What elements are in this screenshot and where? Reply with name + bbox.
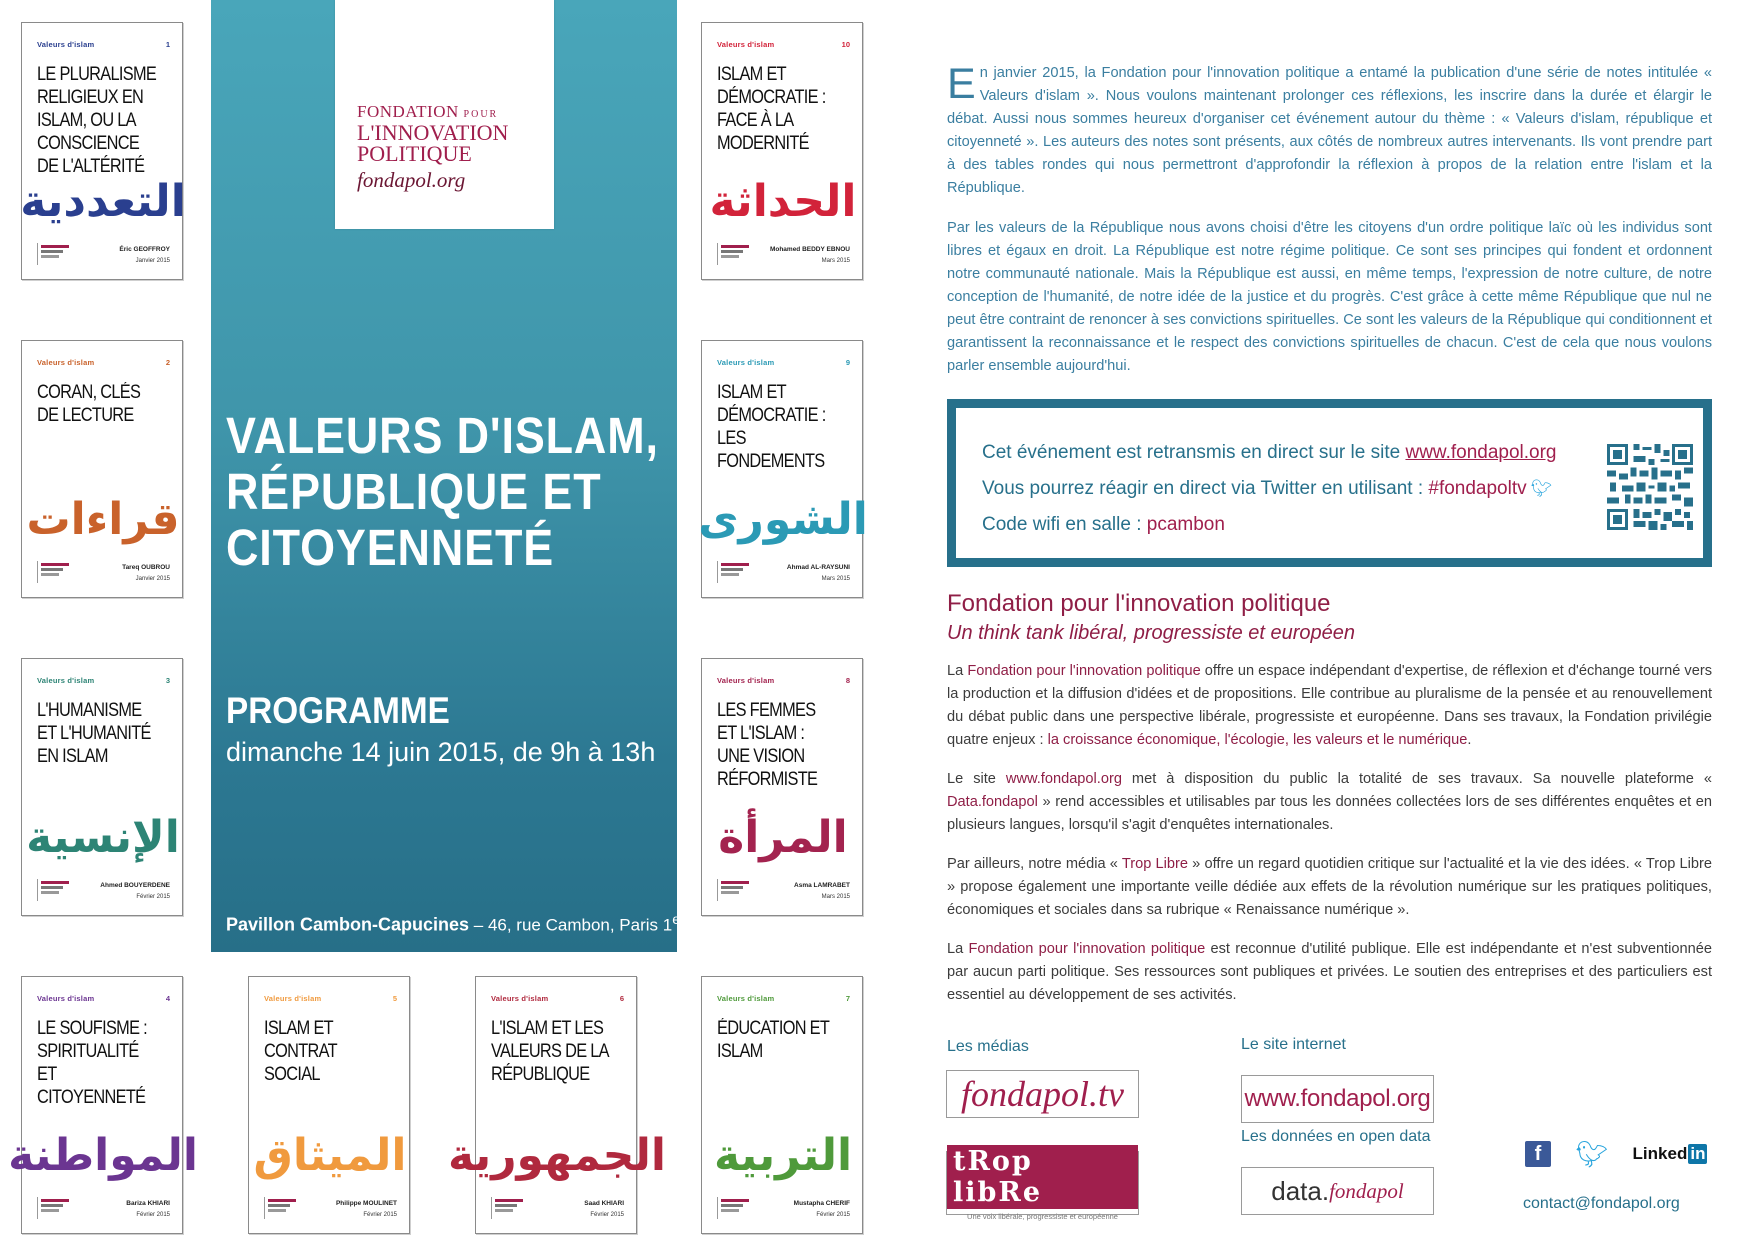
cover-author: Ahmed BOUYERDENE xyxy=(100,882,170,889)
live-stream-link[interactable]: www.fondapol.org xyxy=(1405,442,1557,463)
cover-calligraphy: قراءات xyxy=(26,494,180,545)
event-title-line: CITOYENNETÉ xyxy=(226,519,555,576)
cover-mini-logo xyxy=(491,1197,527,1219)
note-cover-9[interactable] xyxy=(698,340,868,598)
live-stream-text: Cet événement est retransmis en direct sur le site xyxy=(982,442,1406,463)
fondapol-tv-text: fondapol.tv xyxy=(961,1074,1124,1114)
wifi-code: pcambon xyxy=(1146,514,1225,535)
cover-mini-logo xyxy=(37,879,73,901)
text-run: » offre un regard quotidien critique sur l'actualité et la vie des idées. « Trop Libre » propose également une importante veille dédiée aux effets de la révolution numérique sur les pratiques politiques, économiques et sociales dans sa rubrique « Renaissance numérique ». xyxy=(947,856,1712,918)
text-run: est reconnue d'utilité publique. Elle est indépendante et n'est subventionnée par aucun parti politique. Ses ressources sont publiques et privées. Le soutien des entreprises et des particuliers est essentiel au développement de ses activités. xyxy=(947,941,1712,1003)
facebook-icon[interactable]: f xyxy=(1525,1141,1551,1167)
cover-mini-logo xyxy=(717,561,753,583)
cover-date: Mars 2015 xyxy=(821,576,850,582)
cover-number: 6 xyxy=(619,994,624,1003)
logo-line3: POLITIQUE xyxy=(357,141,472,166)
cover-author: Saad KHIARI xyxy=(584,1200,624,1207)
programme-label: PROGRAMME xyxy=(226,690,450,731)
foundation-paragraph-3 xyxy=(947,853,1712,922)
data-suffix: fondapol xyxy=(1329,1178,1404,1203)
cover-series: Valeurs d'islam xyxy=(37,994,95,1003)
cover-author: Mohamed BEDDY EBNOU xyxy=(769,246,850,253)
cover-series: Valeurs d'islam xyxy=(717,994,775,1003)
live-stream-line xyxy=(982,442,1557,464)
note-cover-2[interactable] xyxy=(21,340,183,598)
cover-mini-logo xyxy=(264,1197,300,1219)
cover-mini-logo xyxy=(717,243,753,265)
note-cover-5[interactable] xyxy=(248,976,410,1234)
cover-author: Ahmad AL-RAYSUNI xyxy=(786,564,850,571)
qr-code-icon[interactable] xyxy=(1607,444,1693,530)
note-cover-1[interactable] xyxy=(20,22,186,280)
cover-date: Mars 2015 xyxy=(821,258,850,264)
cover-date: Février 2015 xyxy=(816,1212,850,1218)
cover-date: Février 2015 xyxy=(136,894,170,900)
twitter-text: Vous pourrez réagir en direct via Twitter en utilisant : xyxy=(982,478,1429,499)
foundation-paragraph-1 xyxy=(947,660,1712,752)
cover-number: 9 xyxy=(845,358,850,367)
linkedin-text-a: Linked xyxy=(1632,1144,1688,1163)
data-fondapol-logo[interactable] xyxy=(1241,1167,1434,1215)
cover-title: ÉDUCATION ET ISLAM xyxy=(717,1018,829,1062)
cover-number: 1 xyxy=(165,40,170,49)
text-run: Le site xyxy=(947,771,1006,787)
cover-date: Février 2015 xyxy=(363,1212,397,1218)
text-run: met à disposition du public la totalité de ses travaux. Sa nouvelle plateforme « xyxy=(1121,771,1712,787)
cover-date: Janvier 2015 xyxy=(135,258,170,264)
cover-title: ISLAM ET DÉMOCRATIE : FACE À LA MODERNITÉ xyxy=(717,64,826,154)
note-cover-10[interactable] xyxy=(701,22,863,280)
cover-calligraphy: المواطنة xyxy=(8,1130,198,1181)
site-label: Le site internet xyxy=(1241,1036,1346,1053)
intro-text: n janvier 2015, la Fondation pour l'innovation politique a entamé la publication d'une série de notes intitulée « Valeurs d'islam ». Nous voulons maintenant prolonger ces réflexions, les inscrire dans la durée et élargir le débat. Aussi nous sommes heureux d'organiser cet événement autour du thème : « Valeurs d'islam, république et citoyenneté ». Les auteurs des notes sont présents, aux côtés de nombreux autres intervenants. Ils vont prendre part à des tables rondes qui nous permettront d'approfondir la réflexion à propos de la relation entre l'islam et la République. xyxy=(947,65,1712,196)
foundation-subtitle: Un think tank libéral, progressiste et européen xyxy=(947,622,1356,644)
republic-paragraph: Par les valeurs de la République nous avons choisi d'être les citoyens d'un ordre politique laïc où les individus sont libres et égaux en droit. La République est notre régime politique. Ce sont ses principes qui fondent et ordonnent notre communauté nationale. Mais la République est aussi, en même temps, l'expression de notre culture, de notre conception de l'humanité, de notre idée de la justice et du progrès. C'est grâce à cette même République que nul ne peut être contraint de renoncer à ses convictions spirituelles. Ce sont les valeurs de la République qui conditionnent et garantissent la reconnaissance et le respect des convictions spirituelles de chacun. C'est de cela que nous voulons parler ensemble aujourd'hui. xyxy=(947,220,1712,374)
note-cover-6[interactable] xyxy=(448,976,666,1234)
venue-sup: er xyxy=(672,912,685,928)
foundation-paragraph-2 xyxy=(947,768,1712,837)
live-info-inner xyxy=(956,408,1703,558)
cover-calligraphy: الجمهورية xyxy=(448,1130,666,1181)
cover-mini-logo xyxy=(717,1197,753,1219)
cover-date: Février 2015 xyxy=(590,1212,624,1218)
site-logo-text: www.fondapol.org xyxy=(1244,1085,1431,1112)
cover-mini-logo xyxy=(37,1197,73,1219)
trop-libre-link[interactable]: Trop Libre xyxy=(1121,856,1188,872)
event-title-line: VALEURS D'ISLAM, xyxy=(226,407,659,464)
twitter-line xyxy=(982,478,1552,500)
event-title-line: RÉPUBLIQUE ET xyxy=(226,463,602,520)
cover-author: Éric GEOFFROY xyxy=(119,246,170,253)
cover-author: Tareq OUBROU xyxy=(122,564,170,571)
cover-title: ISLAM ET DÉMOCRATIE : LES FONDEMENTS xyxy=(717,382,826,472)
linkedin-text-b: in xyxy=(1690,1144,1706,1163)
text-run-em: la croissance économique, l'écologie, les valeurs et le numérique xyxy=(1047,732,1468,748)
text-run: . xyxy=(1467,732,1472,748)
linkedin-icon[interactable] xyxy=(1627,1141,1713,1167)
cover-series: Valeurs d'islam xyxy=(717,676,775,685)
cover-calligraphy: التربية xyxy=(713,1130,853,1181)
note-cover-4[interactable] xyxy=(8,976,198,1234)
logo-line1-small: POUR xyxy=(463,109,499,120)
data-prefix: data. xyxy=(1271,1175,1330,1206)
cover-series: Valeurs d'islam xyxy=(717,358,775,367)
intro-paragraph xyxy=(947,62,1712,200)
event-venue xyxy=(226,912,685,936)
text-run: Par ailleurs, notre média « xyxy=(947,856,1122,872)
cover-number: 5 xyxy=(392,994,397,1003)
cover-series: Valeurs d'islam xyxy=(37,358,95,367)
cover-calligraphy: الميثاق xyxy=(253,1130,407,1181)
text-run-em: Fondation pour l'innovation politique xyxy=(967,663,1201,679)
venue-name: Pavillon Cambon-Capucines xyxy=(226,914,470,935)
cover-series: Valeurs d'islam xyxy=(491,994,549,1003)
event-date: dimanche 14 juin 2015, de 9h à 13h xyxy=(226,737,656,767)
note-cover-7[interactable] xyxy=(701,976,863,1234)
cover-title: L'ISLAM ET LES VALEURS DE LA RÉPUBLIQUE xyxy=(491,1018,609,1085)
cover-title: LE SOUFISME : SPIRITUALITÉ ET CITOYENNETÉ xyxy=(37,1018,148,1108)
logo-site: fondapol.org xyxy=(357,168,466,192)
contact-email[interactable]: contact@fondapol.org xyxy=(1523,1195,1680,1212)
venue-address: – 46, rue Cambon, Paris 1 xyxy=(469,915,673,935)
text-run-em: Fondation pour l'innovation politique xyxy=(968,941,1206,957)
trop-libre-tagline: Une voix libérale, progressiste et européenne xyxy=(967,1212,1118,1221)
cover-author: Asma LAMRABET xyxy=(794,882,850,889)
cover-author: Philippe MOULINET xyxy=(335,1200,397,1207)
cover-title: L'HUMANISME ET L'HUMANITÉ EN ISLAM xyxy=(37,700,151,767)
cover-series: Valeurs d'islam xyxy=(717,40,775,49)
fondapol-logo[interactable] xyxy=(335,0,554,229)
text-run: » rend accessibles et utilisables par tous les données collectées lors de ses différentes enquêtes et en plusieurs langues, lorsqu'il s'agit d'enquêtes internationales. xyxy=(947,794,1712,833)
cover-calligraphy: التعددية xyxy=(20,176,186,227)
medias-label: Les médias xyxy=(947,1038,1029,1055)
logo-line1: FONDATION xyxy=(357,102,459,121)
cover-series: Valeurs d'islam xyxy=(37,676,95,685)
cover-mini-logo xyxy=(37,243,73,265)
event-title xyxy=(226,407,659,576)
cover-title: CORAN, CLÉS DE LECTURE xyxy=(37,382,141,426)
text-run: offre un espace indépendant d'expertise, de réflexion et d'échange tourné vers la production et la diffusion d'idées et de propositions. Elle contribue au pluralisme de la pensée et au renouvellement du débat public dans une perspective libérale, progressiste et européenne. Dans ses travaux, la Fondation privilégie quatre enjeux : xyxy=(947,663,1712,748)
cover-mini-logo xyxy=(717,879,753,901)
cover-number: 10 xyxy=(841,40,850,49)
cover-calligraphy: الشورى xyxy=(698,494,868,545)
intro-dropcap: E xyxy=(947,60,976,108)
trop-libre-text: tRop libRe xyxy=(947,1145,1138,1209)
twitter-hashtag[interactable]: #fondapoltv xyxy=(1428,478,1527,499)
cover-mini-logo xyxy=(37,561,73,583)
cover-calligraphy: المرأة xyxy=(718,812,848,863)
foundation-title: Fondation pour l'innovation politique xyxy=(947,590,1331,617)
cover-number: 7 xyxy=(845,994,850,1003)
cover-series: Valeurs d'islam xyxy=(37,40,95,49)
text-run: La xyxy=(947,941,969,957)
cover-author: Bariza KHIARI xyxy=(126,1200,170,1207)
opendata-label: Les données en open data xyxy=(1241,1128,1431,1145)
cover-title: LES FEMMES ET L'ISLAM : UNE VISION RÉFORMISTE xyxy=(717,700,818,790)
cover-calligraphy: الإنسية xyxy=(26,812,180,863)
wifi-line xyxy=(982,514,1225,536)
cover-calligraphy: الحداثة xyxy=(709,176,857,227)
note-cover-3[interactable] xyxy=(21,658,183,916)
cover-title: ISLAM ET CONTRAT SOCIAL xyxy=(264,1018,337,1085)
cover-title: LE PLURALISME RELIGIEUX EN ISLAM, OU LA CONSCIENCE DE L'ALTÉRITÉ xyxy=(37,64,157,177)
twitter-icon[interactable]: 🐦︎ xyxy=(1575,1138,1609,1169)
cover-number: 3 xyxy=(165,676,170,685)
logo-line2: L'INNOVATION xyxy=(357,120,509,145)
wifi-text: Code wifi en salle : xyxy=(982,514,1147,535)
note-cover-8[interactable] xyxy=(701,658,863,916)
trop-libre-logo[interactable] xyxy=(946,1146,1139,1221)
live-info-box xyxy=(947,399,1712,567)
fondapol-tv-logo[interactable] xyxy=(946,1070,1139,1118)
site-link[interactable]: www.fondapol.org xyxy=(1005,771,1122,787)
site-logo[interactable] xyxy=(1241,1075,1434,1123)
foundation-paragraph-4 xyxy=(947,938,1712,1007)
twitter-bird-icon: 🐦︎ xyxy=(1530,479,1553,498)
cover-date: Mars 2015 xyxy=(821,894,850,900)
text-run: La xyxy=(947,663,968,679)
cover-number: 4 xyxy=(165,994,170,1003)
cover-number: 8 xyxy=(845,676,850,685)
cover-author: Mustapha CHERIF xyxy=(793,1200,850,1207)
cover-date: Février 2015 xyxy=(136,1212,170,1218)
cover-series: Valeurs d'islam xyxy=(264,994,322,1003)
cover-date: Janvier 2015 xyxy=(135,576,170,582)
cover-number: 2 xyxy=(165,358,170,367)
data-fondapol-link[interactable]: Data.fondapol xyxy=(947,794,1038,810)
